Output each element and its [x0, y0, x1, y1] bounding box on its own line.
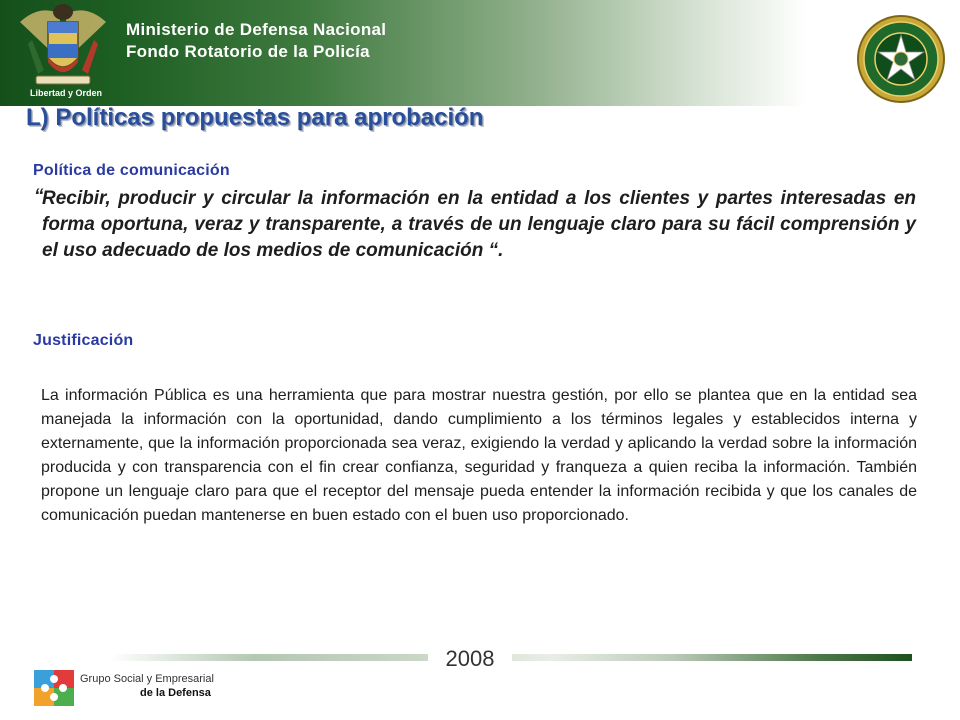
ministry-name: Ministerio de Defensa Nacional	[126, 20, 387, 39]
group-logo-line2: de la Defensa	[140, 687, 211, 699]
justification-body: La información Pública es una herramienta que para mostrar nuestra gestión, por ello se plantea que en la entidad sea manejada la información con la oportunidad, dando cumplimiento a los términos legales y establecidos interna y externamente, que la información proporcionada sea veraz, exigiendo la verdad y aplicando la verdad sobre la información producida y con transparencia con el fin crear confianza, seguridad y franqueza a quien reciba la información. También propone un lenguaje claro para que el receptor del mensaje pueda entender la información recibida y que los canales de comunicación puedan mantenerse en buen estado con el buen uso proporcionado.	[41, 387, 917, 524]
colombia-coat-of-arms-icon	[10, 0, 116, 100]
crest-caption: Libertad y Orden	[29, 88, 102, 98]
justification-heading: Justificación	[33, 332, 134, 349]
fund-name: Fondo Rotatorio de la Policía	[126, 42, 370, 61]
slide-title: L) Políticas propuestas para aprobación	[26, 104, 484, 131]
policy-heading: Política de comunicación	[33, 162, 230, 179]
group-logo-line1: Grupo Social y Empresarial	[80, 673, 214, 685]
police-seal-icon	[856, 14, 946, 104]
policy-quote: Recibir, producir y circular la información en la entidad a los clientes y partes interesadas en forma oportuna, veraz y transparente, a través de un lenguaje claro para su fácil comprensión y el uso adecuado de los medios de comunicación “.	[42, 188, 916, 261]
quote-mark: “	[34, 186, 44, 207]
header-banner	[0, 0, 960, 106]
year-label: 2008	[428, 646, 512, 672]
puzzle-logo-icon	[34, 668, 76, 708]
